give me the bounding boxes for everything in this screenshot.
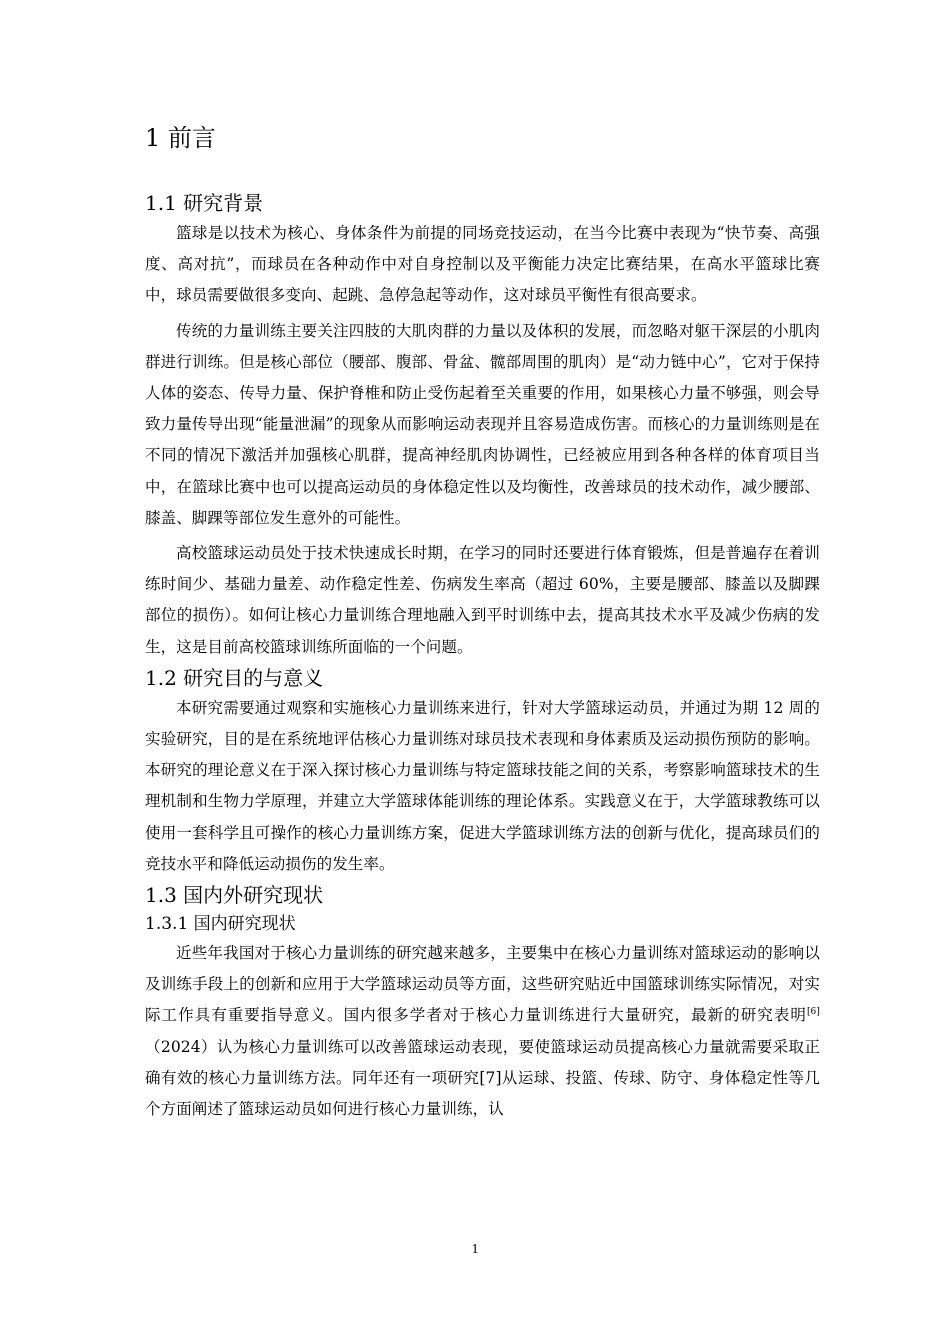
paragraph-text-b: （2024）认为核心力量训练可以改善篮球运动表现，要使篮球运动员提高核心力量就需要采取正确有效的核心力量训练方法。同年还有一项研究[7]从运球、投篮、传球、防守、身体稳定性等几个方面阐述了篮球运动员如何进行核心力量训练，认: [145, 1037, 820, 1119]
chapter-title: 1 前言: [145, 124, 216, 152]
section-heading-1-3: 1.3 国内外研究现状: [145, 883, 324, 908]
section-heading-1-2: 1.2 研究目的与意义: [145, 665, 324, 690]
page-number: 1: [471, 1242, 479, 1257]
paragraph-domestic-research: [145, 938, 820, 1125]
paragraph-background-3: 高校篮球运动员处于技术快速成长时期，在学习的同时还要进行体育锻炼，但是普遍存在着训练时间少、基础力量差、动作稳定性差、伤病发生率高（超过 60%，主要是腰部、膝盖以及脚踝部位的损伤）。如何让核心力量训练合理地融入到平时训练中去，提高其技术水平及减少伤病的发生，这是目前高校篮球训练所面临的一个问题。: [145, 544, 820, 656]
paragraph-text-a: 近些年我国对于核心力量训练的研究越来越多，主要集中在核心力量训练对篮球运动的影响以及训练手段上的创新和应用于大学篮球运动员等方面，这些研究贴近中国篮球训练实际情况，对实际工作具有重要指导意义。国内很多学者对于核心力量训练进行大量研究，最新的研究表明: [145, 944, 820, 1025]
paragraph-purpose: 本研究需要通过观察和实施核心力量训练来进行，针对大学篮球运动员，并通过为期 12 周的实验研究，目的是在系统地评估核心力量训练对球员技术表现和身体素质及运动损伤预防的影响。本研究的理论意义在于深入探讨核心力量训练与特定篮球技能之间的关系，考察影响篮球技术的生理机制和生物力学原理，并建立大学篮球体能训练的理论体系。实践意义在于，大学篮球教练可以使用一套科学且可操作的核心力量训练方案，促进大学篮球训练方法的创新与优化，提高球员们的竞技水平和降低运动损伤的发生率。: [145, 698, 820, 873]
subsection-heading-1-3-1: 1.3.1 国内研究现状: [145, 914, 296, 935]
section-heading-1-1: 1.1 研究背景: [145, 191, 264, 215]
page-content: [145, 118, 820, 1125]
citation-ref: [6]: [806, 1007, 820, 1018]
paragraph-background-2: 传统的力量训练主要关注四肢的大肌肉群的力量以及体积的发展，而忽略对躯干深层的小肌肉群进行训练。但是核心部位（腰部、腹部、骨盆、髋部周围的肌肉）是“动力链中心”，它对于保持人体的姿态、传导力量、保护脊椎和防止受伤起着至关重要的作用，如果核心力量不够强，则会导致力量传导出现“能量泄漏”的现象从而影响运动表现并且容易造成伤害。而核心的力量训练则是在不同的情况下激活并加强核心肌群，提高神经肌肉协调性，已经被应用到各种各样的体育项目当中，在篮球比赛中也可以提高运动员的身体稳定性以及均衡性，改善球员的技术动作，减少腰部、膝盖、脚踝等部位发生意外的可能性。: [145, 321, 820, 527]
paragraph-background-1: 篮球是以技术为核心、身体条件为前提的同场竞技运动，在当今比赛中表现为“快节奏、高强度、高对抗”，而球员在各种动作中对自身控制以及平衡能力决定比赛结果，在高水平篮球比赛中，球员需要做很多变向、起跳、急停急起等动作，这对球员平衡性有很高要求。: [145, 224, 820, 305]
